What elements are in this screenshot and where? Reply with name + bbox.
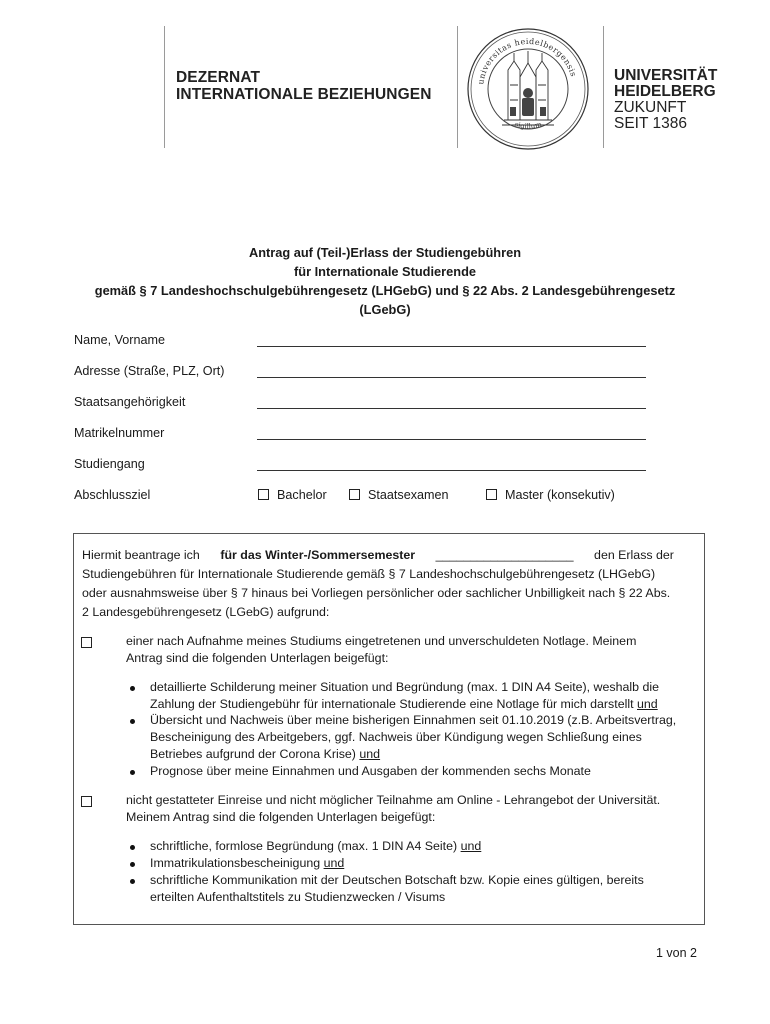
header-divider-left xyxy=(164,26,165,148)
degree-option-bachelor-label: Bachelor xyxy=(277,488,327,502)
field-label-name: Name, Vorname xyxy=(74,333,165,347)
field-input-nationality[interactable] xyxy=(257,407,646,409)
title-line-2: für Internationale Studierende xyxy=(293,264,477,279)
university-line-2: HEIDELBERG xyxy=(614,83,716,100)
university-line-1: UNIVERSITÄT xyxy=(614,67,718,84)
seal-text-bottom: sigillum xyxy=(513,120,543,131)
checkbox-staatsexamen[interactable] xyxy=(349,489,360,500)
field-input-name[interactable] xyxy=(257,345,646,347)
checkbox-hardship[interactable] xyxy=(81,637,92,648)
field-input-address[interactable] xyxy=(257,376,646,378)
bullet xyxy=(130,686,135,691)
university-line-3: ZUKUNFT xyxy=(614,99,687,116)
university-seal xyxy=(458,25,598,153)
request-intro-line-3: oder ausnahmsweise über § 7 hinaus bei Vorliegen persönlicher oder sachlicher Unbilligkeit nach § 22 Abs. xyxy=(82,586,671,600)
semester-label: für das Winter-/Sommersemester xyxy=(220,548,416,562)
title-line-1: Antrag auf (Teil-)Erlass der Studiengebühren xyxy=(248,245,522,260)
hardship-item-1: detaillierte Schilderung meiner Situation und Begründung (max. 1 DIN A4 Seite), weshalb die Zahlung der Studiengebühr für internationale Studierende eine Notlage für mich darstellt und xyxy=(150,680,659,711)
request-intro-line-4: 2 Landesgebührengesetz (LGebG) aufgrund: xyxy=(82,605,330,619)
request-intro-line-1: Hiermit beantrage ich für das Winter-/Sommersemester ____________________ den Erlass der xyxy=(82,546,698,565)
department-name xyxy=(176,69,431,103)
field-input-program[interactable] xyxy=(257,469,646,471)
semester-input[interactable]: ____________________ xyxy=(435,548,574,562)
request-intro-line-2: Studiengebühren für Internationale Studierende gemäß § 7 Landeshochschulgebührengesetz (LHGebG) xyxy=(82,567,656,581)
option-entry-denied-text: nicht gestatteter Einreise und nicht möglicher Teilnahme am Online - Lehrangebot der Universität. Meinem Antrag sind die folgenden Unterlagen beigefügt: xyxy=(126,793,661,824)
checkbox-entry-denied[interactable] xyxy=(81,796,92,807)
university-wordmark xyxy=(614,68,717,132)
degree-option-staatsexamen[interactable] xyxy=(349,488,449,502)
checkbox-bachelor[interactable] xyxy=(258,489,269,500)
hardship-item-2: Übersicht und Nachweis über meine bisherigen Einnahmen seit 01.10.2019 (z.B. Arbeitsvertrag, Bescheinigung des Arbeitgebers, ggf. Nachweis über Kündigung wegen Schließung eines Betriebes aufgrund der Corona Krise) und xyxy=(150,713,677,761)
page-number: 1 von 2 xyxy=(655,946,697,960)
title-line-4: (LGebG) xyxy=(359,302,411,317)
entry-item-1: schriftliche, formlose Begründung (max. 1 DIN A4 Seite) und xyxy=(150,839,482,853)
bullet xyxy=(130,719,135,724)
request-intro xyxy=(82,546,698,622)
field-label-nationality: Staatsangehörigkeit xyxy=(74,395,186,409)
degree-option-master-label: Master (konsekutiv) xyxy=(505,488,615,502)
title-line-3: gemäß § 7 Landeshochschulgebührengesetz (LHGebG) und § 22 Abs. 2 Landesgebührengesetz xyxy=(94,283,676,298)
option-hardship-text: einer nach Aufnahme meines Studiums eingetretenen und unverschuldeten Notlage. Meinem Antrag sind die folgenden Unterlagen beigefügt: xyxy=(126,634,637,665)
field-label-address: Adresse (Straße, PLZ, Ort) xyxy=(74,364,225,378)
department-line-1: DEZERNAT xyxy=(176,69,261,86)
document-title xyxy=(40,243,730,319)
seal-graphic xyxy=(458,25,598,153)
header-divider-right xyxy=(603,26,604,148)
bullet xyxy=(130,845,135,850)
entry-item-3: schriftliche Kommunikation mit der Deutschen Botschaft bzw. Kopie eines gültigen, bereits erteilten Aufenthaltstitels zu Studienzwecken / Visums xyxy=(150,873,644,904)
checkbox-master[interactable] xyxy=(486,489,497,500)
hardship-item-3: Prognose über meine Einnahmen und Ausgaben der kommenden sechs Monate xyxy=(150,764,591,778)
department-line-2: INTERNATIONALE BEZIEHUNGEN xyxy=(176,86,432,103)
field-label-program: Studiengang xyxy=(74,457,145,471)
field-input-matriculation[interactable] xyxy=(257,438,646,440)
degree-option-bachelor[interactable] xyxy=(258,488,327,502)
field-label-matriculation: Matrikelnummer xyxy=(74,426,165,440)
degree-label: Abschlussziel xyxy=(74,488,151,502)
entry-item-2: Immatrikulationsbescheinigung und xyxy=(150,856,345,870)
seal-text-top: universitas heidelbergensis xyxy=(476,36,579,86)
bullet xyxy=(130,879,135,884)
bullet xyxy=(130,770,135,775)
bullet xyxy=(130,862,135,867)
university-line-4: SEIT 1386 xyxy=(614,115,687,132)
degree-option-master[interactable] xyxy=(486,488,615,502)
degree-option-staatsexamen-label: Staatsexamen xyxy=(368,488,449,502)
